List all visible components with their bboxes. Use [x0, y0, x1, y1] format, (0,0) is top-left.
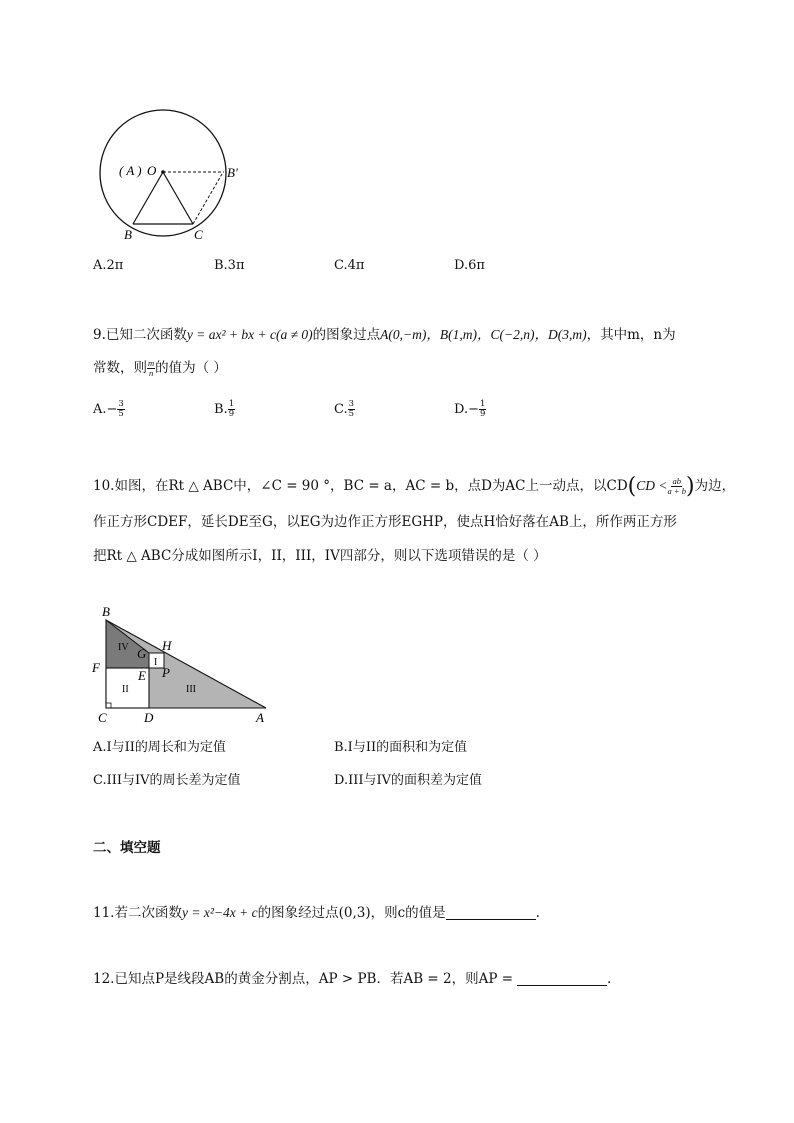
tri-label-B: B [102, 604, 110, 619]
q11-line: 11.若二次函数y = x²−4x + c的图象经过点(0,3)，则c的值是 . [93, 905, 540, 921]
q10-option-c: C.III与IV的周长差为定值 [93, 773, 241, 788]
q12-answer-blank[interactable] [517, 971, 607, 986]
tri-label-F: F [92, 660, 100, 675]
tri-label-P: P [162, 665, 170, 680]
tri-label-C: C [98, 710, 107, 725]
q10-option-b: B.I与II的面积和为定值 [334, 740, 468, 755]
q8-option-a: A.2π [93, 258, 124, 273]
q12-line: 12.已知点P是线段AB的黄金分割点，AP > PB．若AB = 2，则AP = . [93, 971, 612, 987]
q10-line2: 作正方形CDEF，延长DE至G，以EG为边作正方形EGHP，使点H恰好落在AB上，所作两正方形 [93, 514, 677, 530]
label-O: O [147, 163, 157, 178]
tri-label-II: II [122, 684, 129, 695]
label-A-paren: ( A ) [119, 163, 142, 178]
fraction-ab-over-a-plus-b: $\frac{ab}{a + b}$ [667, 476, 686, 496]
section-title: 二、填空题 [93, 840, 161, 856]
circle-figure [95, 108, 255, 248]
q10-option-a: A.I与II的周长和为定值 [93, 740, 226, 755]
q8-option-c: C.4π [334, 258, 365, 273]
fraction-m-over-n: $\frac{m}{n}$ [148, 358, 155, 378]
tri-label-E: E [138, 668, 146, 683]
tri-label-G: G [137, 646, 147, 661]
segment-OC [163, 172, 193, 224]
label-C: C [194, 227, 203, 242]
tri-label-A: A [256, 710, 264, 725]
segment-CBprime [193, 174, 222, 224]
q9-line2: 常数，则 $\frac{m}{n}$ 的值为（ ） [93, 358, 227, 378]
label-B: B [124, 227, 132, 242]
triangle-figure [88, 600, 278, 728]
tri-label-I: I [154, 657, 158, 668]
q10-line1: 10.如图，在Rt △ ABC中，∠C = 90 °，BC = a，AC = b，点D为AC上一动点，以CD(CD < $\frac{ab}{a + b}$ )为边， [93, 474, 736, 499]
segment-OB [133, 172, 163, 224]
q9-option-c: C. $\frac{3}{5}$ [334, 399, 355, 419]
q8-option-b: B.3π [214, 258, 245, 273]
tri-label-IV: IV [118, 642, 129, 653]
q8-option-d: D.6π [454, 258, 485, 273]
label-Bprime: B′ [227, 165, 238, 180]
q10-line3: 把Rt △ ABC分成如图所示I，II，III，IV四部分，则以下选项错误的是（ ） [93, 548, 547, 564]
q9-option-b: B. $\frac{1}{9}$ [214, 399, 235, 419]
q9-line1: 9.已知二次函数y = ax² + bx + c(a ≠ 0)的图象过点A(0,−m)，B(1,m)，C(−2,n)，D(3,m)，其中m，n为 [93, 327, 676, 343]
q11-answer-blank[interactable] [446, 905, 536, 920]
tri-label-III: III [186, 684, 196, 695]
q9-option-a: A.− $\frac{3}{5}$ [93, 399, 124, 419]
tri-label-H: H [162, 638, 172, 653]
q10-option-d: D.III与IV的面积差为定值 [334, 773, 483, 788]
point-O [161, 170, 165, 174]
q9-option-d: D.− $\frac{1}{9}$ [454, 399, 486, 419]
tri-label-D: D [144, 710, 154, 725]
